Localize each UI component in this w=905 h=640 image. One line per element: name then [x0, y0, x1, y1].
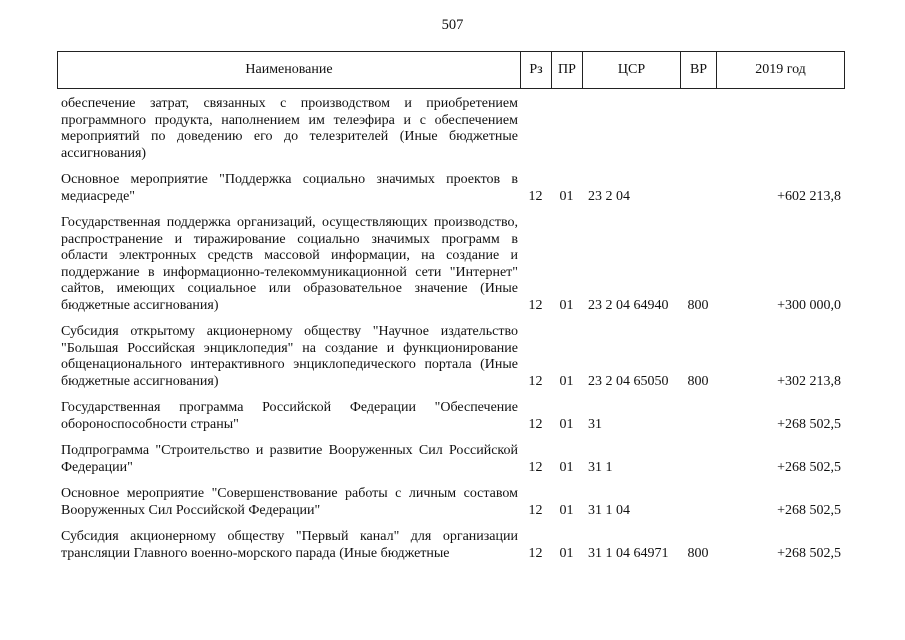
row-name: Субсидия открытому акционерному обществу "Научное издательство "Большая Российская энциклопедия" на создание и функционирование общенационального интерактивного энциклопедического портала (Иные бюджетные ассигнования) [61, 324, 518, 389]
row-pr: 01 [559, 502, 574, 518]
row-vr [680, 443, 716, 486]
table-header [57, 51, 845, 89]
budget-table [57, 96, 844, 572]
row-amount: +268 502,5 [777, 502, 841, 518]
row-csr [582, 96, 680, 172]
row-name: Государственная поддержка организаций, осуществляющих производство, распространение и тиражирование социально значимых программ в области электронных средств массовой информации, на создание и поддержание в информационно-телекоммуникационной сети "Интернет" сайтов, имеющих социальное или образовательное значение (Иные бюджетные ассигнования) [61, 215, 518, 313]
row-vr: 800 [687, 373, 709, 389]
table-row [57, 96, 844, 172]
header-year: 2019 год [717, 52, 845, 89]
row-pr [551, 96, 582, 172]
row-pr: 01 [559, 297, 574, 313]
row-csr: 31 [588, 416, 602, 432]
table-row [57, 172, 844, 215]
row-amount: +602 213,8 [777, 188, 841, 204]
row-rz: 12 [528, 459, 543, 475]
row-vr [680, 486, 716, 529]
table-row [57, 400, 844, 443]
row-pr: 01 [559, 459, 574, 475]
row-name: обеспечение затрат, связанных с производством и приобретением программного продукта, наполнением им телеэфира и с обеспечением мероприятий по доведению его до телезрителей (Иные бюджетные ассигнования) [61, 96, 518, 161]
row-pr: 01 [559, 416, 574, 432]
row-csr: 23 2 04 64940 [588, 297, 669, 313]
table-row [57, 443, 844, 486]
row-rz: 12 [528, 373, 543, 389]
row-amount [716, 96, 844, 172]
row-rz: 12 [528, 297, 543, 313]
header-pr: ПР [552, 52, 583, 89]
row-vr [680, 96, 716, 172]
row-amount: +302 213,8 [777, 373, 841, 389]
row-pr: 01 [559, 188, 574, 204]
row-csr: 31 1 04 64971 [588, 545, 669, 561]
row-name: Основное мероприятие "Поддержка социально значимых проектов в медиасреде" [61, 172, 518, 204]
row-name: Основное мероприятие "Совершенствование работы с личным составом Вооруженных Сил Российской Федерации" [61, 486, 518, 518]
header-vr: ВР [681, 52, 717, 89]
row-name: Государственная программа Российской Федерации "Обеспечение обороноспособности страны" [61, 400, 518, 432]
table-row [57, 215, 844, 324]
header-rz: Рз [521, 52, 552, 89]
row-name: Подпрограмма "Строительство и развитие Вооруженных Сил Российской Федерации" [61, 443, 518, 475]
row-amount: +268 502,5 [777, 416, 841, 432]
row-csr: 23 2 04 65050 [588, 373, 669, 389]
page-number: 507 [441, 17, 464, 33]
row-amount: +300 000,0 [777, 297, 841, 313]
header-name: Наименование [58, 52, 521, 89]
row-amount: +268 502,5 [777, 459, 841, 475]
row-vr: 800 [687, 297, 709, 313]
row-rz: 12 [528, 188, 543, 204]
row-pr: 01 [559, 373, 574, 389]
header-csr: ЦСР [583, 52, 681, 89]
row-amount: +268 502,5 [777, 545, 841, 561]
row-vr [680, 400, 716, 443]
row-csr: 23 2 04 [588, 188, 630, 204]
row-name: Субсидия акционерному обществу "Первый канал" для организации трансляции Главного военно-морского парада (Иные бюджетные [61, 529, 518, 561]
row-rz [520, 96, 551, 172]
row-rz: 12 [528, 545, 543, 561]
row-vr: 800 [687, 545, 709, 561]
table-row [57, 324, 844, 400]
row-csr: 31 1 04 [588, 502, 630, 518]
row-rz: 12 [528, 502, 543, 518]
row-rz: 12 [528, 416, 543, 432]
table-row [57, 529, 844, 572]
row-vr [680, 172, 716, 215]
row-pr: 01 [559, 545, 574, 561]
row-csr: 31 1 [588, 459, 613, 475]
table-row [57, 486, 844, 529]
